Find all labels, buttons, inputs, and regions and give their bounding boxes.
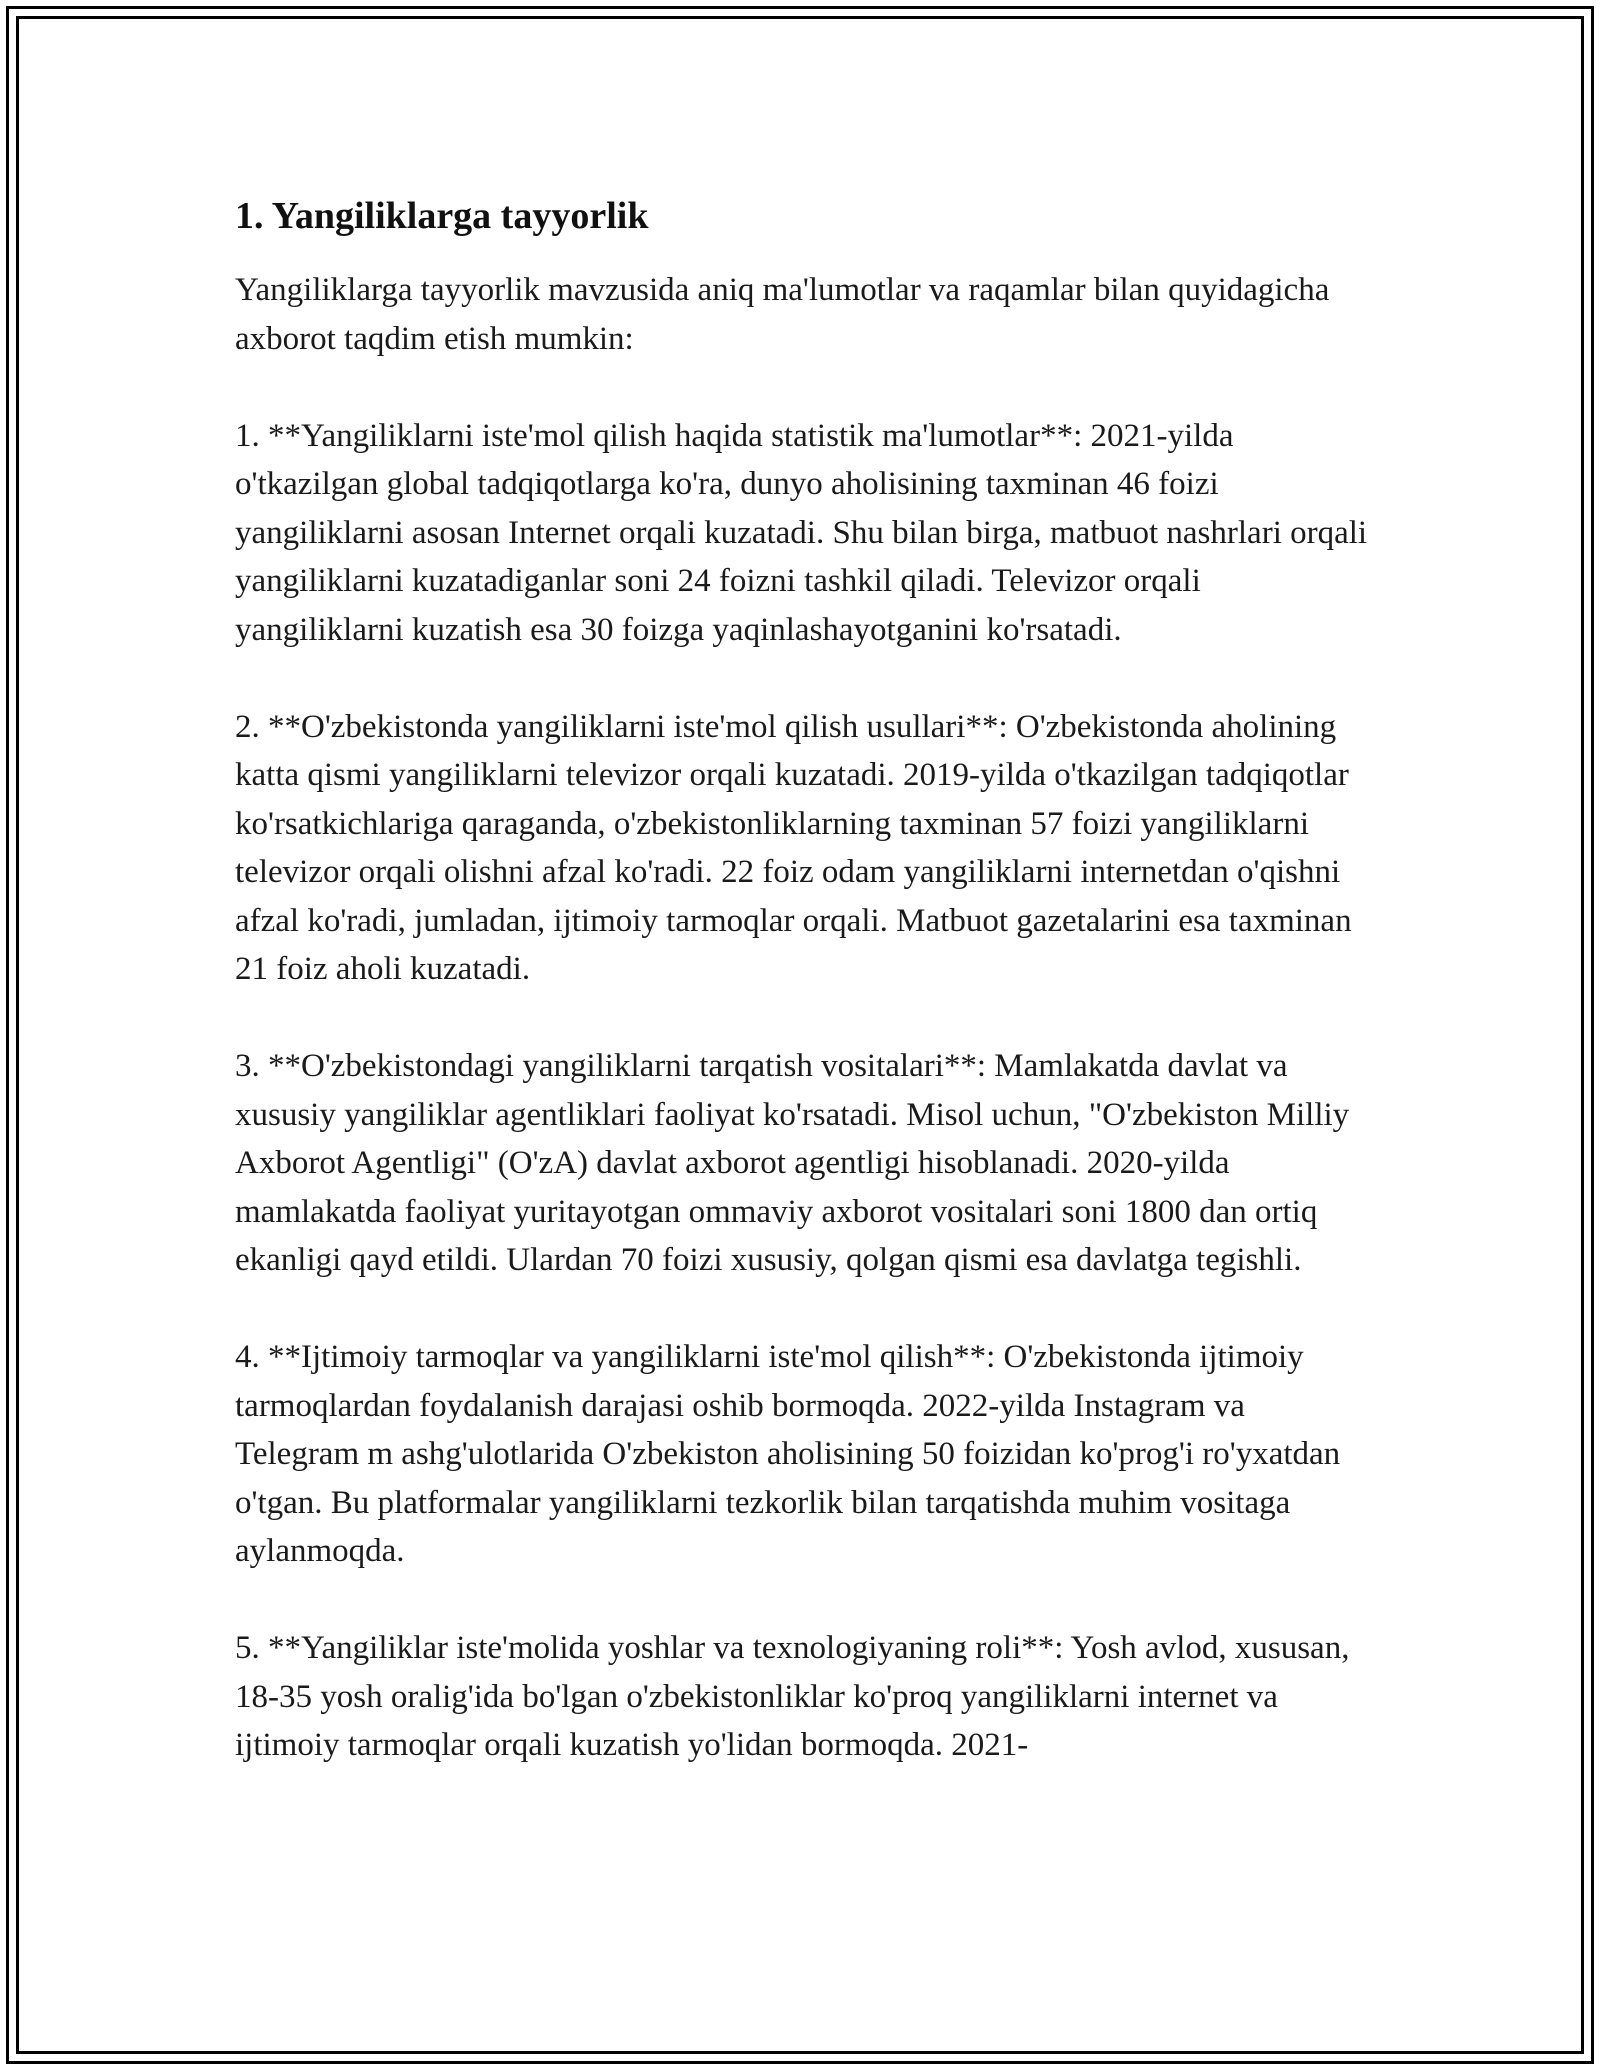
document-body bbox=[235, 192, 1375, 1770]
list-item-2: 2. **O'zbekistonda yangiliklarni iste'mol qilish usullari**: O'zbekistonda aholining katta qismi yangiliklarni televizor orqali kuzatadi. 2019-yilda o'tkazilgan tadqiqotlar ko'rsatkichlariga qaraganda, o'zbekistonliklarning taxminan 57 foizi yangiliklarni televizor orqali olishni afzal ko'radi. 22 foiz odam yangiliklarni internetdan o'qishni afzal ko'radi, jumladan, ijtimoiy tarmoqlar orqali. Matbuot gazetalarini esa taxminan 21 foiz aholi kuzatadi. bbox=[235, 708, 1352, 987]
list-item-4: 4. **Ijtimoiy tarmoqlar va yangiliklarni iste'mol qilish**: O'zbekistonda ijtimoiy tarmoqlardan foydalanish darajasi oshib bormoqda. 2022-yilda Instagram va Telegram m ashg'ulotlarida O'zbekiston aholisining 50 foizidan ko'prog'i ro'yxatdan o'tgan. Bu platformalar yangiliklarni tezkorlik bilan tarqatishda muhim vositaga aylanmoqda. bbox=[235, 1339, 1341, 1569]
document-title: 1. Yangiliklarga tayyorlik bbox=[235, 195, 649, 237]
intro-paragraph: Yangiliklarga tayyorlik mavzusida aniq ma'lumotlar va raqamlar bilan quyidagicha axborot taqdim etish mumkin: bbox=[235, 272, 1330, 357]
list-item-5: 5. **Yangiliklar iste'molida yoshlar va texnologiyaning roli**: Yosh avlod, xususan, 18-35 yosh oralig'ida bo'lgan o'zbekistonliklar ko'proq yangiliklarni internet va ijtimoiy tarmoqlar orqali kuzatish yo'lidan bormoqda. 2021- bbox=[235, 1630, 1350, 1763]
list-item-3: 3. **O'zbekistondagi yangiliklarni tarqatish vositalari**: Mamlakatda davlat va xususiy yangiliklar agentliklari faoliyat ko'rsatadi. Misol uchun, "O'zbekiston Milliy Axborot Agentligi" (O'zA) davlat axborot agentligi hisoblanadi. 2020-yilda mamlakatda faoliyat yuritayotgan ommaviy axborot vositalari soni 1800 dan ortiq ekanligi qayd etildi. Ulardan 70 foizi xususiy, qolgan qismi esa davlatga tegishli. bbox=[235, 1048, 1350, 1278]
list-item-1: 1. **Yangiliklarni iste'mol qilish haqida statistik ma'lumotlar**: 2021-yilda o'tkazilgan global tadqiqotlarga ko'ra, dunyo aholisining taxminan 46 foizi yangiliklarni asosan Internet orqali kuzatadi. Shu bilan birga, matbuot nashrlari orqali yangiliklarni kuzatadiganlar soni 24 foizni tashkil qiladi. Televizor orqali yangiliklarni kuzatish esa 30 foizga yaqinlashayotganini ko'rsatadi. bbox=[235, 417, 1368, 648]
